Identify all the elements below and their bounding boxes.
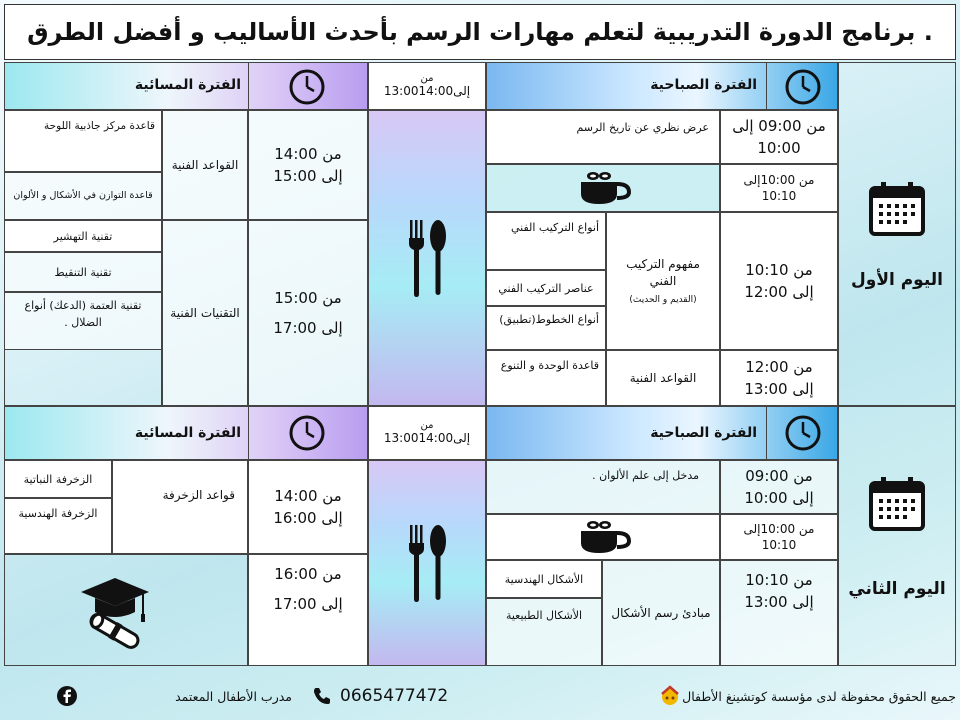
day1-e-main-1: القواعد الفنية [162, 110, 248, 220]
clock-icon [287, 413, 327, 453]
day2-coffee-break [486, 514, 720, 560]
day1-e-time-2: من 15:00 إلى 17:00 [248, 220, 368, 406]
coffee-cup-icon [573, 168, 633, 208]
day2-m-topic-1: مدخل إلى علم الألوان . [486, 460, 720, 514]
day1-lunch-header [368, 62, 486, 110]
day1-e-sub-1a: قاعدة مركز جاذبية اللوحة [4, 110, 162, 172]
calendar-icon [865, 178, 929, 242]
evening-header-text: الفترة المسائية [134, 425, 241, 441]
day1-coffee-time: من 10:00إلى 10:10 [720, 164, 838, 212]
day2-e-main-1: قواعد الزخرفة [112, 460, 248, 554]
day2-evening-header [4, 406, 368, 460]
day2-e-sub-1b: الزخرفة الهندسية [4, 498, 112, 554]
day2-e-time-1: من 14:00 إلى 16:00 [248, 460, 368, 554]
trainer-text: مدرب الأطفال المعتمد [175, 688, 292, 704]
day2-label-cell [838, 406, 956, 666]
calendar-icon [865, 473, 929, 537]
fork-spoon-icon [402, 218, 452, 298]
day1-e-sub-2a: تقنية التهشير [4, 220, 162, 252]
footer-rights [480, 676, 956, 716]
clock-icon [783, 67, 823, 107]
footer-phone[interactable] [312, 676, 472, 716]
day1-m-time-3: من 10:10 إلى 12:00 [720, 212, 838, 350]
day1-e-sub-2b: تقنية التنقيط [4, 252, 162, 292]
footer-rights-text: جميع الحقوق محفوظة لدى مؤسسة كوتشينغ الأطفال [682, 688, 956, 704]
day1-evening-header [4, 62, 368, 110]
day1-m-topic-1: عرض نظري عن تاريخ الرسم [486, 110, 720, 164]
day2-e-empty [4, 554, 248, 666]
day1-coffee-break [486, 164, 720, 212]
day1-label: اليوم الأول [851, 270, 943, 290]
clock-icon [783, 413, 823, 453]
day2-label: اليوم الثاني [848, 579, 946, 599]
morning-header-text: الفترة الصباحية [650, 425, 757, 441]
day2-m-time-1: من 09:00 إلى 10:00 [720, 460, 838, 514]
day2-m-main-3: مبادئ رسم الأشكال [602, 560, 720, 666]
day1-m-topic-4: قاعدة الوحدة و التنوع [486, 350, 606, 406]
day2-morning-header [486, 406, 838, 460]
lunch-time: 13:00إلى14:00 [383, 84, 471, 98]
day1-m-sub-3a: أنواع التركيب الفني [486, 212, 606, 270]
day2-e-time-2: من 16:00 إلى 17:00 [248, 554, 368, 666]
day1-m-main-4: القواعد الفنية [606, 350, 720, 406]
fork-spoon-icon [402, 523, 452, 603]
day1-m-main-3: مفهوم التركيب الفني (القديم و الحديث) [606, 212, 720, 350]
footer-trainer [56, 676, 292, 716]
day1-label-cell [838, 62, 956, 406]
day2-lunch-break [368, 460, 486, 666]
day2-m-time-3: من 10:10 إلى 13:00 [720, 560, 838, 666]
day1-morning-header [486, 62, 838, 110]
day1-m-time-1: من 09:00 إلى 10:00 [720, 110, 838, 164]
lunch-from: من [420, 73, 434, 84]
day1-m-sub-3c: أنواع الخطوط(تطبيق) [486, 306, 606, 350]
coffee-cup-icon [573, 517, 633, 557]
day2-m-sub-3a: الأشكال الهندسية [486, 560, 602, 598]
day1-e-main-2: التقنيات الفنية [162, 220, 248, 406]
day2-lunch-header [368, 406, 486, 460]
page-title: برنامج الدورة التدريبية لتعلم مهارات الرسم بأحدث الأساليب و أفضل الطرق . [4, 4, 956, 60]
day1-m-sub-3b: عناصر التركيب الفني [486, 270, 606, 306]
facebook-icon[interactable] [56, 685, 78, 707]
day2-coffee-time: من 10:00إلى 10:10 [720, 514, 838, 560]
day1-e-sub-1b: قاعدة التوازن في الأشكال و الألوان [4, 172, 162, 220]
phone-icon [312, 686, 332, 706]
logo-icon [658, 684, 682, 708]
day2-e-sub-1a: الزخرفة النباتية [4, 460, 112, 498]
morning-header-text: الفترة الصباحية [650, 77, 757, 93]
lunch-time: 13:00إلى14:00 [383, 431, 471, 445]
day1-e-time-1: من 14:00 إلى 15:00 [248, 110, 368, 220]
day1-e-empty [4, 350, 162, 406]
phone-number[interactable]: 0665477472 [340, 686, 449, 706]
graduation-cap-icon [75, 570, 155, 650]
day1-m-time-4: من 12:00 إلى 13:00 [720, 350, 838, 406]
clock-icon [287, 67, 327, 107]
evening-header-text: الفترة المسائية [134, 77, 241, 93]
day1-e-sub-2c: تقنية العتمة (الدعك) أنواع الضلال . [4, 292, 162, 350]
lunch-from: من [420, 420, 434, 431]
day2-m-sub-3b: الأشكال الطبيعية [486, 598, 602, 666]
day1-lunch-break [368, 110, 486, 406]
